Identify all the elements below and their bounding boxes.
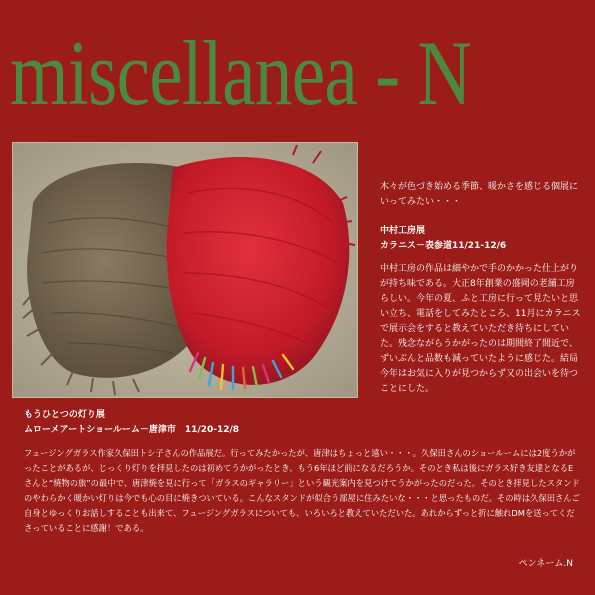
intro-text: 木々が色づき始める季節、暖かさを感じる個展にいってみたい・・・	[380, 182, 579, 207]
exhibition-venue: ムローメアートショールーム－唐津市 11/20-12/8	[24, 425, 240, 435]
exhibition-venue: カラニス－表参道11/21-12/6	[380, 241, 507, 251]
exhibition-title: もうひとつの灯り展	[24, 410, 105, 420]
scarves-illustration	[13, 143, 357, 397]
exhibition-title: 中村工房展	[380, 226, 426, 236]
scarves-photo	[12, 142, 358, 398]
review-body: フュージングガラス作家久保田トシ子さんの作品展だ。行ってみたかったが、唐津はちょっと遠い・・・。久保田さんのショールームには2度うかがったことがあるが、じっくり灯りを拝見したのは初めてうかがったとき、もう6年ほど前になるだろうか。そのとき私は後にガラス好き友達となるEさんと“焼物の旅”の最中で、唐津焼を見に行って「ガラスのギャラリー」という観光案内を見つけてうかがったのだった。そのとき拝見したスタンドのやわらかく暖かい灯りは今でも心の目に焼きついている。こんなスタンドが似合う部屋に住みたいな・・・と思ったものだ。その時は久保田さんご自身とゆっくりお話しすることも出来て、フュージングガラスについても、いろいろと教えていただいた。あれからずっと折に触れDMを送ってくださっていることに感謝！である。	[24, 448, 580, 533]
pen-name-signature: ペンネーム.N	[518, 559, 573, 569]
exhibition-review-kubota	[24, 408, 580, 536]
masthead-title: miscellanea - N	[10, 22, 472, 124]
exhibition-review-nakamura	[380, 180, 582, 397]
review-body: 中村工房の作品は細やかで手のかかった仕上がりが持ち味である。大正8年創業の盛岡の老舗工房らしい。今年の夏、ふと工房に行って見たいと思い立ち、電話をしてみたところ、11月にカラニスで展示会をすると教えていただき待ちにしていた。残念ながらうかがったのは期間終了間近で、ずいぶんと品数も減っていたように感じた。結局今年はお気に入りが見つからず又の出会いを待つことにした。	[380, 264, 581, 394]
